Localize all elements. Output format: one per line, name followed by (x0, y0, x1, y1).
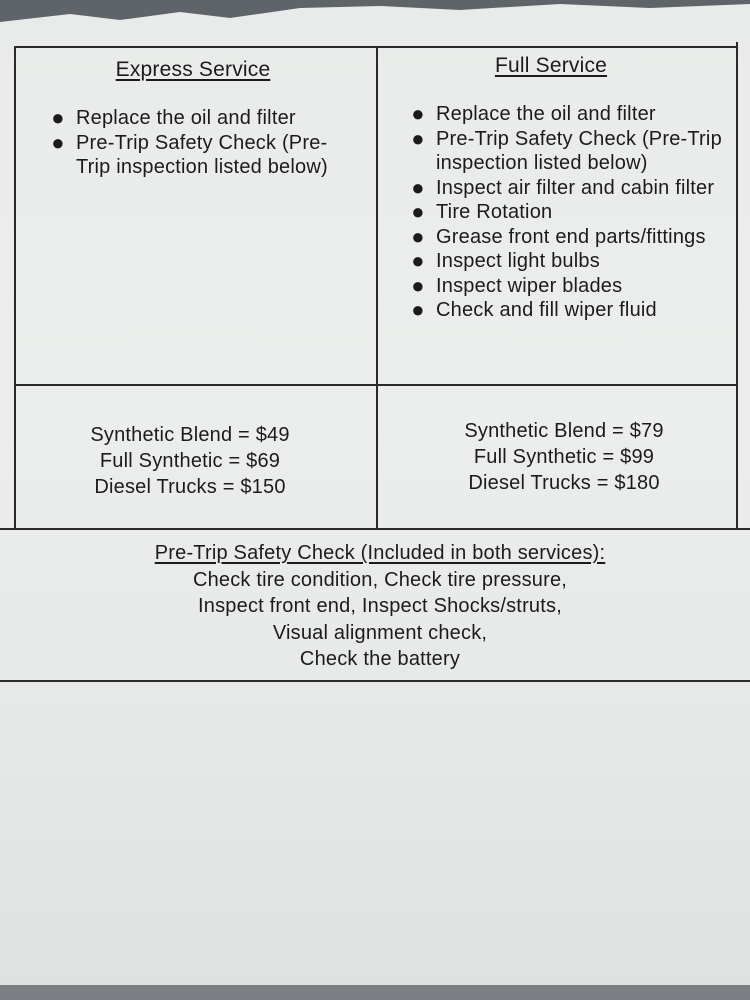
pretrip-bottom-border (0, 680, 750, 682)
full-service-panel (394, 54, 734, 323)
list-item-text: Inspect air filter and cabin filter (436, 176, 715, 199)
bullet-icon: ● (411, 223, 425, 249)
list-item (408, 200, 734, 225)
pretrip-line: Visual alignment check, (272, 621, 488, 644)
bullet-icon: ● (411, 199, 425, 224)
pretrip-section (30, 540, 730, 673)
express-price-list (40, 422, 340, 500)
price-full-synthetic: Full Synthetic = $99 (473, 446, 655, 468)
list-item-text: Inspect wiper blades (436, 274, 623, 297)
bullet-icon: ● (411, 101, 425, 126)
list-item (408, 127, 734, 176)
list-item-text: Replace the oil and filter (76, 107, 296, 129)
list-item (48, 131, 360, 180)
express-service-title: Express Service (115, 58, 271, 81)
list-item (408, 274, 734, 299)
bullet-icon: ● (51, 129, 65, 155)
price-synthetic-blend: Synthetic Blend = $79 (464, 420, 664, 442)
price-diesel-trucks: Diesel Trucks = $180 (468, 472, 660, 494)
table-middle-divider (14, 384, 738, 386)
list-item-text: Inspect light bulbs (436, 250, 600, 272)
table-center-divider (376, 46, 378, 530)
bullet-icon: ● (411, 174, 425, 200)
pretrip-line: Inspect front end, Inspect Shocks/struts, (198, 595, 562, 617)
price-synthetic-blend: Synthetic Blend = $49 (90, 424, 290, 446)
pretrip-title: Pre-Trip Safety Check (Included in both services): (154, 542, 606, 564)
bullet-icon: ● (411, 248, 425, 273)
table-bottom-divider (0, 528, 750, 530)
list-item (408, 249, 734, 274)
list-item-text: Check and fill wiper fluid (436, 299, 657, 321)
table-left-border (14, 46, 16, 530)
list-item-text: Replace the oil and filter (436, 103, 656, 125)
bullet-icon: ● (411, 297, 425, 322)
bullet-icon: ● (411, 125, 425, 151)
list-item-text: Pre-Trip Safety Check (Pre-Trip inspection listed below) (436, 127, 722, 174)
price-diesel-trucks: Diesel Trucks = $150 (94, 476, 286, 498)
full-service-title: Full Service (494, 54, 608, 77)
list-item-text: Grease front end parts/fittings (436, 225, 706, 248)
pretrip-line: Check tire condition, Check tire pressure, (192, 568, 568, 591)
express-service-list (48, 106, 360, 180)
express-service-panel (30, 58, 360, 180)
price-full-synthetic: Full Synthetic = $69 (99, 450, 281, 472)
list-item (48, 106, 360, 131)
full-price-list (414, 418, 714, 496)
pretrip-line: Check the battery (299, 648, 461, 670)
list-item (408, 176, 734, 201)
list-item (408, 225, 734, 250)
list-item-text: Pre-Trip Safety Check (Pre-Trip inspection listed below) (76, 131, 328, 178)
full-service-list (408, 102, 734, 323)
list-item (408, 298, 734, 323)
list-item (408, 102, 734, 127)
list-item-text: Tire Rotation (436, 201, 553, 223)
bullet-icon: ● (411, 272, 425, 298)
bullet-icon: ● (51, 105, 65, 130)
table-right-border (736, 42, 738, 530)
